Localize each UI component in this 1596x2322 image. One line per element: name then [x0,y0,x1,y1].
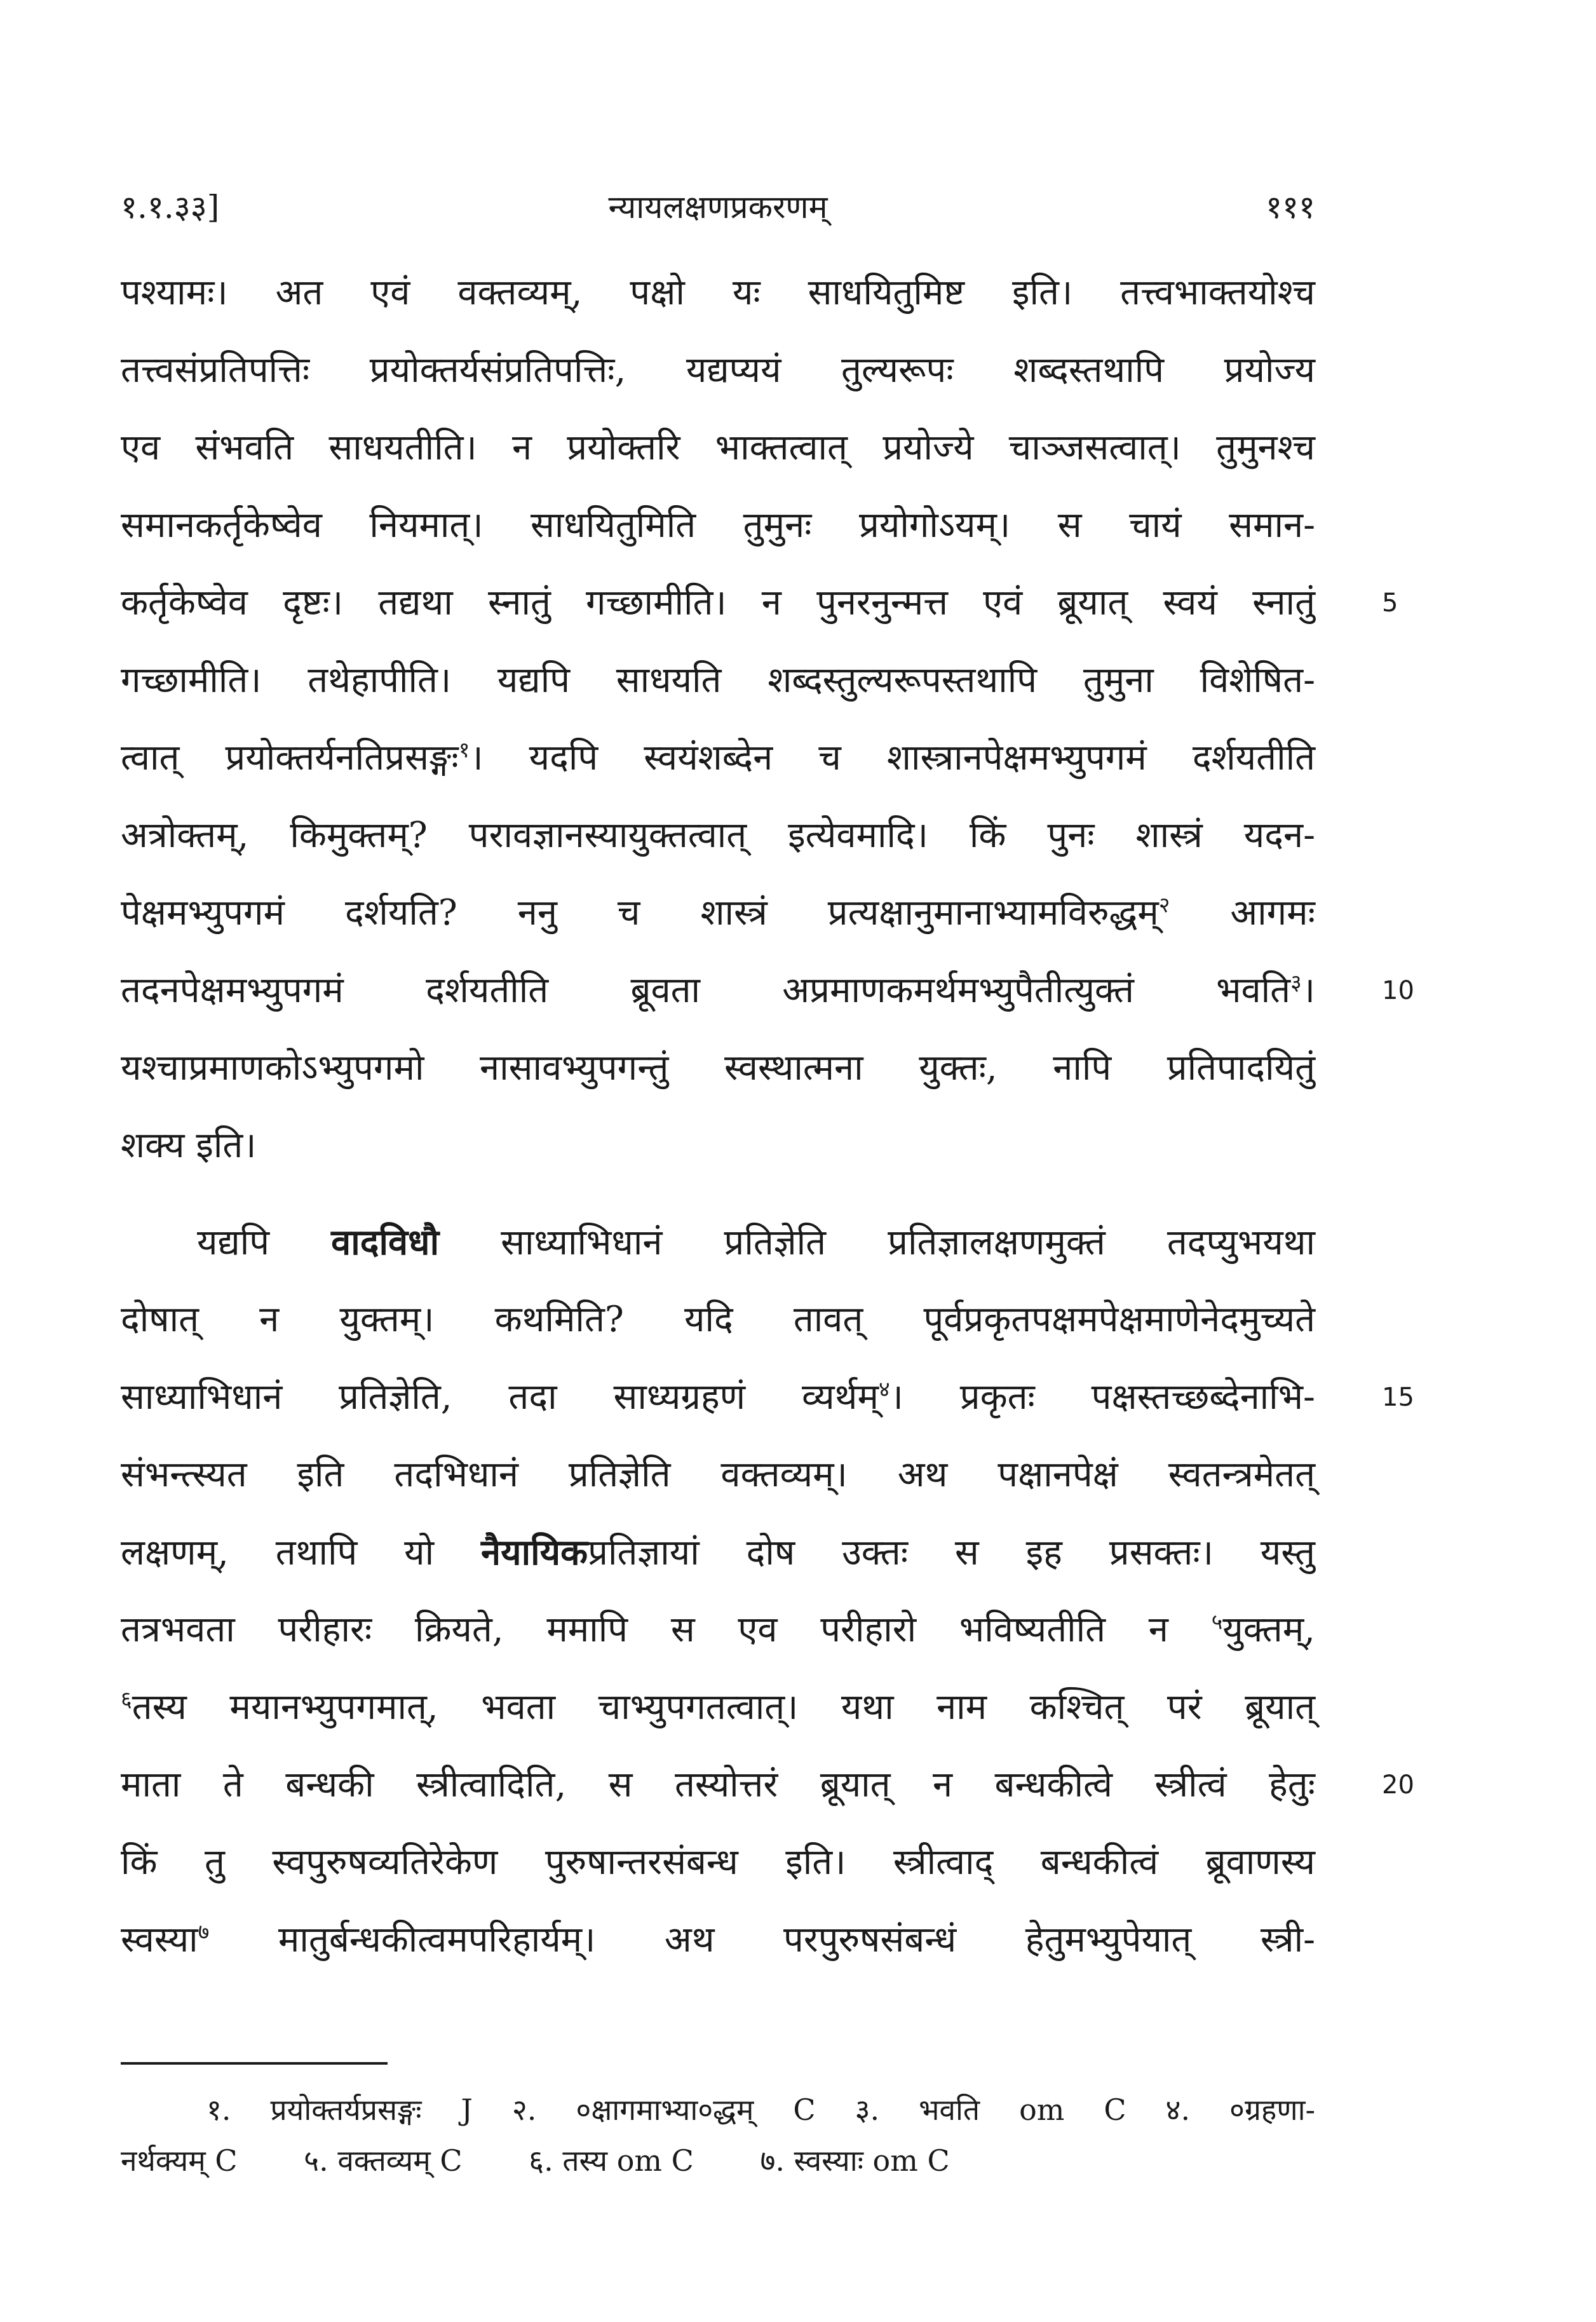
footnote-line [121,2135,1315,2186]
text-line [121,1591,1315,1669]
text-line [121,487,1315,564]
line-number: 15 [1382,1383,1414,1412]
footnote-4-continued: नर्थक्यम् C [121,2143,238,2178]
text-line [121,1107,1315,1185]
text-line [121,254,1315,332]
text-line [121,719,1315,797]
footnote-3: ३. भवति om C [855,2093,1126,2127]
footnote-4: ४. ०ग्रहणा- [1165,2093,1316,2127]
line-text: किं तु स्वपुरुषव्यतिरेकेण पुरुषान्तरसंबन्ध इति। स्त्रीत्वाद् बन्धकीत्वं ब्रूवाणस्य [121,1842,1315,1883]
bold-term: नैयायिक [481,1531,588,1573]
text-line [121,642,1315,719]
bold-term: वादविधौ [331,1221,440,1263]
line-text: पेक्षमभ्युपगमं दर्शयति? ननु च शास्त्रं प्रत्यक्षानुमानाभ्यामविरुद्धम्$^२$ आगमः [121,892,1315,934]
line-text: $^६$तस्य मयानभ्युपगमात्, भवता चाभ्युपगतत्वात्। यथा नाम कश्चित् परं ब्रूयात् [121,1687,1315,1728]
line-number: 5 [1382,588,1398,618]
text-line [121,1281,1315,1359]
line-text: समानकर्तृकेष्वेव नियमात्। साधयितुमिति तुमुनः प्रयोगोऽयम्। स चायं समान- [121,505,1315,546]
text-line [121,1901,1315,1979]
footnote-5: ५. वक्तव्यम् C [304,2143,463,2178]
footnote-marker: ५ [1211,1609,1223,1635]
text-line [121,952,1414,1029]
text-line [121,332,1315,409]
text-line [121,1436,1315,1514]
footnote-1: १. प्रयोक्तर्यप्रसङ्गः J [206,2093,473,2127]
text-line [121,409,1315,487]
line-text: एव संभवति साधयतीति। न प्रयोक्तरि भाक्तत्वात् प्रयोज्ये चाञ्जसत्वात्। तुमुनश्च [121,427,1315,468]
line-text: लक्षणम्, तथापि यो नैयायिकप्रतिज्ञायां दोष उक्तः स इह प्रसक्तः। यस्तु [121,1531,1315,1573]
footnote-marker: १ [458,737,470,763]
text-line [121,1669,1315,1746]
line-text: यद्यपि वादविधौ साध्याभिधानं प्रतिज्ञेति प्रतिज्ञालक्षणमुक्तं तदप्युभयथा [197,1221,1315,1263]
line-text: स्वस्या$^७$ मातुर्बन्धकीत्वमपरिहार्यम्। अथ परपुरुषसंबन्धं हेतुमभ्युपेयात् स्त्री- [121,1919,1315,1960]
running-title: न्यायलक्षणप्रकरणम् [608,189,828,226]
line-text: माता ते बन्धकी स्त्रीत्वादिति, स तस्योत्तरं ब्रूयात् न बन्धकीत्वे स्त्रीत्वं हेतुः [121,1764,1315,1805]
page-number: १११ [1266,189,1315,226]
line-text: तत्त्वसंप्रतिपत्तिः प्रयोक्तर्यसंप्रतिपत्तिः, यद्यप्ययं तुल्यरूपः शब्दस्तथापि प्रयोज्य [121,350,1315,391]
footnote-marker: ३ [1290,970,1302,996]
line-text: तत्रभवता परीहारः क्रियते, ममापि स एव परीहारो भविष्यतीति न $^५$युक्तम्, [121,1609,1315,1650]
line-text: पश्यामः। अत एवं वक्तव्यम्, पक्षो यः साधयितुमिष्ट इति। तत्त्वभाक्तयोश्च [121,272,1315,313]
line-text: अत्रोक्तम्, किमुक्तम्? परावज्ञानस्यायुक्तत्वात् इत्येवमादि। किं पुनः शास्त्रं यदन- [121,815,1315,856]
line-text: यश्चाप्रमाणकोऽभ्युपगमो नासावभ्युपगन्तुं स्वस्थात्मना युक्तः, नापि प्रतिपादयितुं [121,1047,1315,1089]
footnote-marker: २ [1158,892,1170,918]
line-text: शक्य इति। [121,1125,257,1166]
footnote-6: ६. तस्य om C [529,2143,694,2178]
text-line [121,874,1315,952]
line-text: त्वात् प्रयोक्तर्यनतिप्रसङ्गः$^१$। यदपि स्वयंशब्देन च शास्त्रानपेक्षमभ्युपगमं दर्शयतीति [121,737,1315,778]
text-line [121,1359,1414,1436]
text-line [121,797,1315,874]
main-text [121,254,1414,1979]
footnote-7: ७. स्वस्याः om C [760,2143,950,2178]
running-header [121,184,1315,241]
line-text: गच्छामीति। तथेहापीति। यद्यपि साधयति शब्दस्तुल्यरूपस्तथापि तुमुना विशेषित- [121,660,1315,701]
section-reference: १.१.३३] [121,189,220,226]
footnotes [121,2084,1315,2186]
footnote-marker: ७ [198,1919,210,1945]
footnote-rule [121,2062,388,2065]
line-text: तदनपेक्षमभ्युपगमं दर्शयतीति ब्रूवता अप्रमाणकमर्थमभ्युपैतीत्युक्तं भवति$^३$। [121,970,1315,1011]
text-line [121,1514,1315,1591]
footnote-marker: ६ [121,1687,132,1713]
line-text: दोषात् न युक्तम्। कथमिति? यदि तावत् पूर्वप्रकृतपक्षमपेक्षमाणेनेदमुच्यते [121,1299,1315,1340]
line-text: संभन्त्स्यत इति तदभिधानं प्रतिज्ञेति वक्तव्यम्। अथ पक्षानपेक्षं स्वतन्त्रमेतत् [121,1454,1315,1495]
line-number: 20 [1382,1770,1414,1800]
footnote-2: २. ०क्षागमाभ्या०द्धम् C [511,2093,816,2127]
text-line [121,1029,1315,1107]
line-number: 10 [1382,976,1414,1005]
text-line [121,1746,1414,1824]
footnote-marker: ४ [878,1376,890,1402]
line-text: कर्तृकेष्वेव दृष्टः। तद्यथा स्नातुं गच्छामीति। न पुनरनुन्मत्त एवं ब्रूयात् स्वयं स्नातुं [121,582,1315,623]
text-line [121,564,1398,642]
text-line [121,1824,1315,1901]
footnote-line [121,2084,1315,2135]
text-line [121,1204,1315,1281]
line-text: साध्याभिधानं प्रतिज्ञेति, तदा साध्यग्रहणं व्यर्थम्$^४$। प्रकृतः पक्षस्तच्छब्देनाभि- [121,1376,1315,1418]
